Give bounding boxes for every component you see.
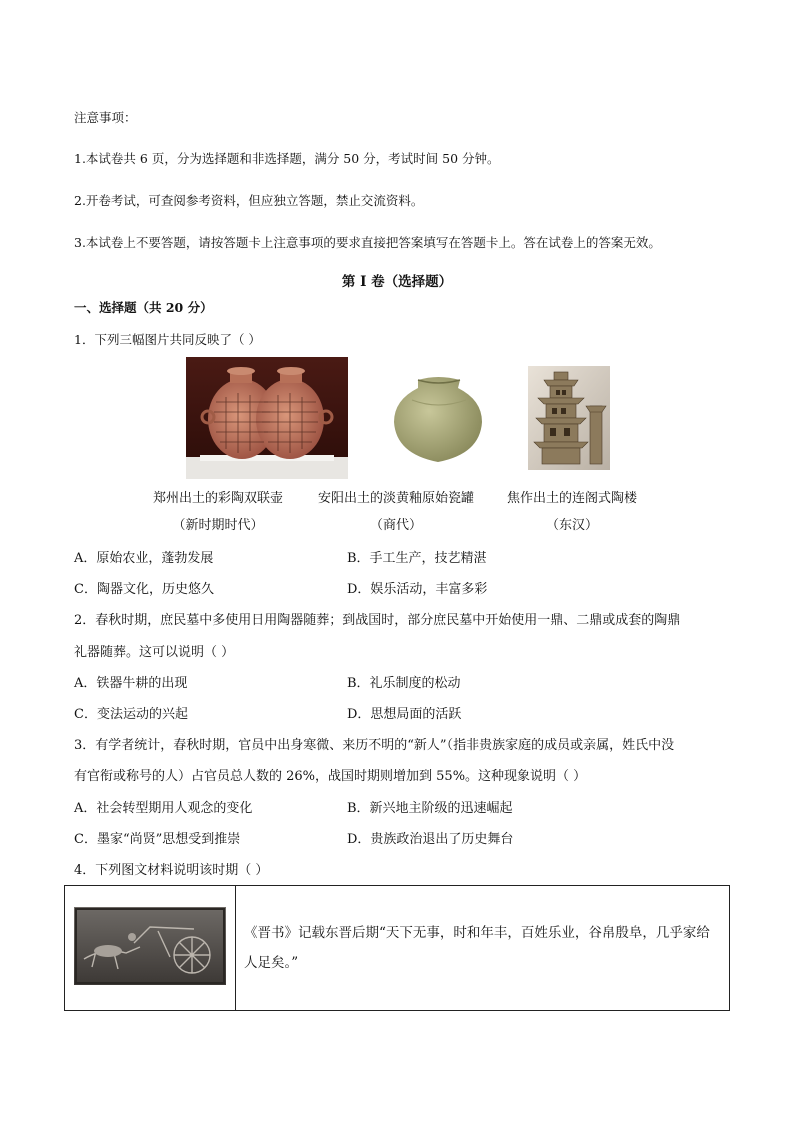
q2-stem-line-2: 礼器随葬。这可以说明（ ） <box>74 645 235 660</box>
q1-caption-3: 焦作出土的连阁式陶楼 <box>506 491 637 506</box>
q2-option-b: B．礼乐制度的松动 <box>347 676 461 691</box>
q4-image-cell <box>65 886 236 1011</box>
q1-option-a: A．原始农业，蓬勃发展 <box>74 551 214 566</box>
q3-stem-line-1: 3．有学者统计，春秋时期，官员中出身寒微、来历不明的“新人”（指非贵族家庭的成员或亲属，姓氏中没 <box>74 738 675 753</box>
section-title: 一、选择题（共 20 分） <box>74 300 213 315</box>
glazed-jar-photo <box>388 370 488 466</box>
note-item-1: 1.本试卷共 6 页，分为选择题和非选择题，满分 50 分，考试时间 50 分钟。 <box>74 151 500 166</box>
q1-caption-1: 郑州出土的彩陶双联壶 <box>152 491 283 506</box>
q4-stem: 4．下列图文材料说明该时期（ ） <box>74 863 269 878</box>
notes-heading: 注意事项： <box>74 110 137 125</box>
q1-period-3: （东汉） <box>545 518 598 533</box>
q2-option-a: A．铁器牛耕的出现 <box>74 676 188 691</box>
q1-period-2: （商代） <box>369 518 422 533</box>
q3-option-b: B．新兴地主阶级的迅速崛起 <box>347 801 513 816</box>
q3-option-d: D．贵族政治退出了历史舞台 <box>347 832 514 847</box>
q4-quote: 《晋书》记载东晋后期“天下无事，时和年丰，百姓乐业，谷帛殷阜，几乎家给人足矣。” <box>236 886 730 1011</box>
q1-option-d: D．娱乐活动，丰富多彩 <box>347 582 488 597</box>
q2-stem-line-1: 2．春秋时期，庶民墓中多使用日用陶器随葬；到战国时，部分庶民墓中开始使用一鼎、二鼎或成套的陶鼎 <box>74 613 681 628</box>
q3-option-a: A．社会转型期用人观念的变化 <box>74 801 253 816</box>
q1-option-b: B．手工生产，技艺精湛 <box>347 551 487 566</box>
note-item-3: 3.本试卷上不要答题，请按答题卡上注意事项的要求直接把答案填写在答题卡上。答在试卷上的答案无效。 <box>74 235 661 250</box>
brick-relief-photo <box>74 907 226 985</box>
part-title: 第 I 卷（选择题） <box>341 274 453 290</box>
q4-material-table <box>64 885 730 1011</box>
q1-period-1: （新时期时代） <box>172 518 264 533</box>
note-item-2: 2.开卷考试，可查阅参考资料，但应独立答题，禁止交流资料。 <box>74 193 424 208</box>
pottery-tower-photo <box>528 366 610 470</box>
q3-stem-line-2: 有官衔或称号的人）占官员总人数的 26%，战国时期则增加到 55%。这种现象说明（ ） <box>74 769 587 784</box>
q2-option-d: D．思想局面的活跃 <box>347 707 462 722</box>
q1-caption-2: 安阳出土的淡黄釉原始瓷罐 <box>317 491 474 506</box>
q2-option-c: C．变法运动的兴起 <box>74 707 188 722</box>
q1-option-c: C．陶器文化，历史悠久 <box>74 582 214 597</box>
double-pot-photo <box>186 357 348 479</box>
q1-stem: 1．下列三幅图片共同反映了（ ） <box>74 332 261 347</box>
q3-option-c: C．墨家“尚贤”思想受到推崇 <box>74 832 241 847</box>
